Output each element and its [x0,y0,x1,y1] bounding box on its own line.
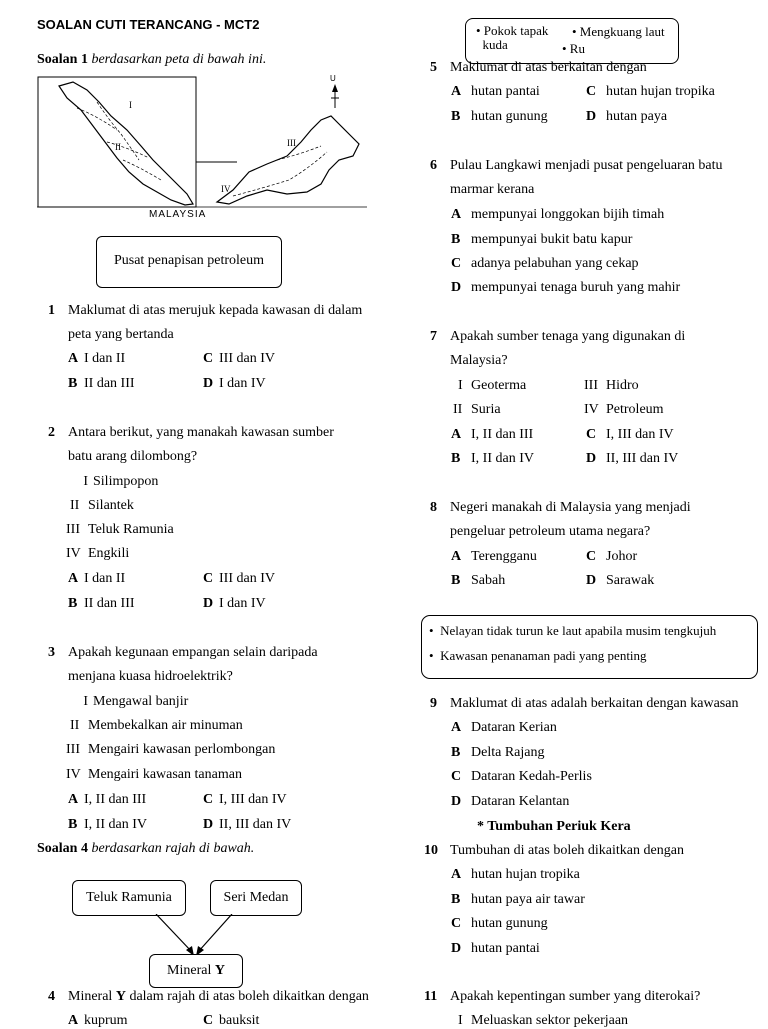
q8-option-d[interactable]: D Sarawak [586,573,655,588]
info-box-padi [421,615,758,679]
diagram-box-mineral-y [149,954,243,988]
q2-option-c[interactable]: C III dan IV [203,571,275,586]
question-intro-1: Soalan 1 berdasarkan peta di bawah ini. [37,52,267,67]
q6-option-a[interactable]: A mempunyai longgokan bijih timah [451,207,665,222]
info-box-petroleum-text: Pusat penapisan petroleum [113,253,265,268]
diagram-box-seri-medan-text: Seri Medan [223,890,289,905]
question-6-stem: 6 Pulau Langkawi menjadi pusat pengeluaran batu [430,158,723,173]
malaysia-map [37,72,367,222]
info-box-plants [465,18,679,64]
q4-option-a[interactable]: A kuprum [68,1013,128,1028]
question-4-stem: 4 Mineral Y dalam rajah di atas boleh dikaitkan dengan [48,989,369,1004]
q2-item-1: I Silimpopon [83,474,159,489]
diagram-box-teluk-ramunia [72,880,186,916]
q6-option-b[interactable]: B mempunyai bukit batu kapur [451,232,633,247]
q1-option-d[interactable]: D I dan IV [203,376,266,391]
map-region-1: I [129,100,132,110]
question-7-stem: 7 Apakah sumber tenaga yang digunakan di [430,329,686,344]
question-9-stem: 9 Maklumat di atas adalah berkaitan dengan kawasan [430,696,739,711]
q5-option-a[interactable]: A hutan pantai [451,84,540,99]
q1-option-a[interactable]: A I dan II [68,351,126,366]
q2-item-3: III Teluk Ramunia [66,522,174,537]
q5-option-c[interactable]: C hutan hujan tropika [586,84,715,99]
info-box-plants-item-3: • Ru [562,41,585,56]
info-box-plants-item-2: • Mengkuang laut [572,24,665,39]
question-7-stem-2: Malaysia? [450,353,508,368]
q9-option-a[interactable]: A Dataran Kerian [451,720,557,735]
q3-option-d[interactable]: D II, III dan IV [203,817,292,832]
diagram-box-teluk-ramunia-text: Teluk Ramunia [86,890,172,905]
q7-option-a[interactable]: A I, II dan III [451,427,534,442]
q1-option-c[interactable]: C III dan IV [203,351,275,366]
q5-option-d[interactable]: D hutan paya [586,109,668,124]
diagram-box-mineral-y-text: Mineral Y [167,963,225,978]
map-region-2: II [115,142,121,152]
q2-option-b[interactable]: B II dan III [68,596,135,611]
q8-option-a[interactable]: A Terengganu [451,549,537,564]
q9-option-d[interactable]: D Dataran Kelantan [451,794,570,809]
map-graphic [37,72,367,222]
q11-item-1: I Meluaskan sektor pekerjaan [458,1013,629,1028]
q3-option-a[interactable]: A I, II dan III [68,792,147,807]
question-1-stem-2: peta yang bertanda [68,327,174,342]
map-region-4: IV [221,184,231,194]
north-label: U [330,74,336,83]
q7-option-d[interactable]: D II, III dan IV [586,451,679,466]
q7-item-4: IV Petroleum [584,402,664,417]
q3-item-4: IV Mengairi kawasan tanaman [66,767,242,782]
question-2-stem: 2 Antara berikut, yang manakah kawasan sumber [48,425,334,440]
q8-option-c[interactable]: C Johor [586,549,638,564]
q7-option-b[interactable]: B I, II dan IV [451,451,534,466]
q3-option-b[interactable]: B I, II dan IV [68,817,147,832]
diagram-box-seri-medan [210,880,302,916]
q2-option-d[interactable]: D I dan IV [203,596,266,611]
q3-item-1: I Mengawal banjir [83,694,189,709]
question-8-stem-2: pengeluar petroleum utama negara? [450,524,651,539]
question-2-stem-2: batu arang dilombong? [68,449,198,464]
q2-option-a[interactable]: A I dan II [68,571,126,586]
q3-item-3: III Mengairi kawasan perlombongan [66,742,276,757]
question-6-stem-2: marmar kerana [450,182,535,197]
q8-option-b[interactable]: B Sabah [451,573,506,588]
q7-option-c[interactable]: C I, III dan IV [586,427,674,442]
q2-item-4: IV Engkili [66,546,130,561]
info-box-petroleum [96,236,282,288]
q4-option-c[interactable]: C bauksit [203,1013,260,1028]
diagram-arrows [150,914,240,958]
tumbuhan-label: * Tumbuhan Periuk Kera [477,819,631,834]
question-3-stem-2: menjana kuasa hidroelektrik? [68,669,233,684]
q7-item-3: III Hidro [584,378,639,393]
q7-item-2: II Suria [453,402,501,417]
q3-option-c[interactable]: C I, III dan IV [203,792,287,807]
question-3-stem: 3 Apakah kegunaan empangan selain daripada [48,645,318,660]
question-5-stem: 5 Maklumat di atas berkaitan dengan [430,60,647,75]
q9-option-c[interactable]: C Dataran Kedah-Perlis [451,769,592,784]
q9-option-b[interactable]: B Delta Rajang [451,745,545,760]
q10-option-d[interactable]: D hutan pantai [451,941,540,956]
q6-option-c[interactable]: C adanya pelabuhan yang cekap [451,256,639,271]
question-intro-4: Soalan 4 berdasarkan rajah di bawah. [37,841,255,856]
q10-option-b[interactable]: B hutan paya air tawar [451,892,585,907]
info-box-plants-item-1: • Pokok tapak kuda [476,23,549,52]
info-box-padi-item-2: • Kawasan penanaman padi yang penting [429,648,647,663]
page-title: SOALAN CUTI TERANCANG - MCT2 [37,17,260,32]
q7-item-1: I Geoterma [458,378,527,393]
map-region-3: III [287,138,296,148]
q2-item-2: II Silantek [70,498,134,513]
question-8-stem: 8 Negeri manakah di Malaysia yang menjadi [430,500,691,515]
q10-option-a[interactable]: A hutan hujan tropika [451,867,580,882]
question-11-stem: 11 Apakah kepentingan sumber yang diterokai? [424,989,701,1004]
question-1-stem: 1 Maklumat di atas merujuk kepada kawasan di dalam [48,303,363,318]
q5-option-b[interactable]: B hutan gunung [451,109,548,124]
question-10-stem: 10 Tumbuhan di atas boleh dikaitkan dengan [424,843,684,858]
map-caption: MALAYSIA [149,209,207,220]
info-box-padi-item-1: • Nelayan tidak turun ke laut apabila musim tengkujuh [429,623,717,638]
q6-option-d[interactable]: D mempunyai tenaga buruh yang mahir [451,280,681,295]
q3-item-2: II Membekalkan air minuman [70,718,243,733]
q1-option-b[interactable]: B II dan III [68,376,135,391]
q10-option-c[interactable]: C hutan gunung [451,916,548,931]
